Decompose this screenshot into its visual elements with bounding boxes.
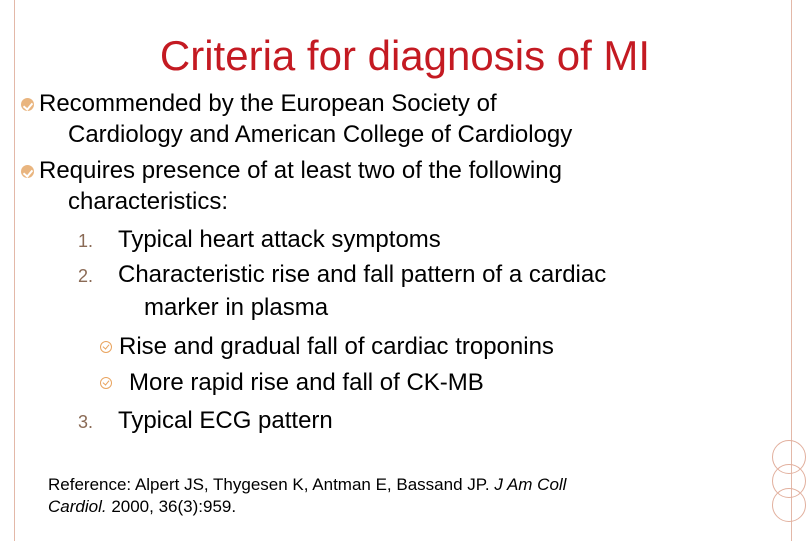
criterion-2-number: 2. [78,266,94,286]
criterion-2-text: Characteristic rise and fall pattern of a cardiac [118,261,607,288]
criterion-1-number: 1. [78,231,94,251]
criterion-1-text: Typical heart attack symptoms [118,226,441,253]
slide-title: Criteria for diagnosis of MI [159,32,651,79]
reference-journal-part-2: Cardiol. [48,497,107,516]
reference-citation [48,474,688,518]
reference-suffix: 2000, 36(3):959. [106,497,237,516]
bullet-2-line-1: Requires presence of at least two of the following [39,157,562,184]
checkmark-bullet-icon [21,165,34,178]
sub-bullet-2: More rapid rise and fall of CK-MB [129,369,484,396]
checkmark-bullet-icon [21,98,34,111]
criterion-3-number: 3. [78,412,94,432]
check-circle-bullet-icon [100,341,112,353]
bullet-2-line-2: characteristics: [68,188,229,215]
criterion-2-text-continued: marker in plasma [144,294,329,321]
bullet-1-line-1: Recommended by the European Society of [39,90,497,117]
reference-journal-part-1: J Am Coll [494,475,567,494]
check-circle-bullet-icon [100,377,112,389]
binder-rings-decoration [770,0,810,540]
sub-bullet-1: Rise and gradual fall of cardiac troponins [119,333,554,360]
criterion-3-text: Typical ECG pattern [118,407,333,434]
ring-icon [772,488,806,522]
reference-prefix: Reference: Alpert JS, Thygesen K, Antman E, Bassand JP. [48,475,495,494]
bullet-1-line-2: Cardiology and American College of Cardiology [68,121,573,148]
